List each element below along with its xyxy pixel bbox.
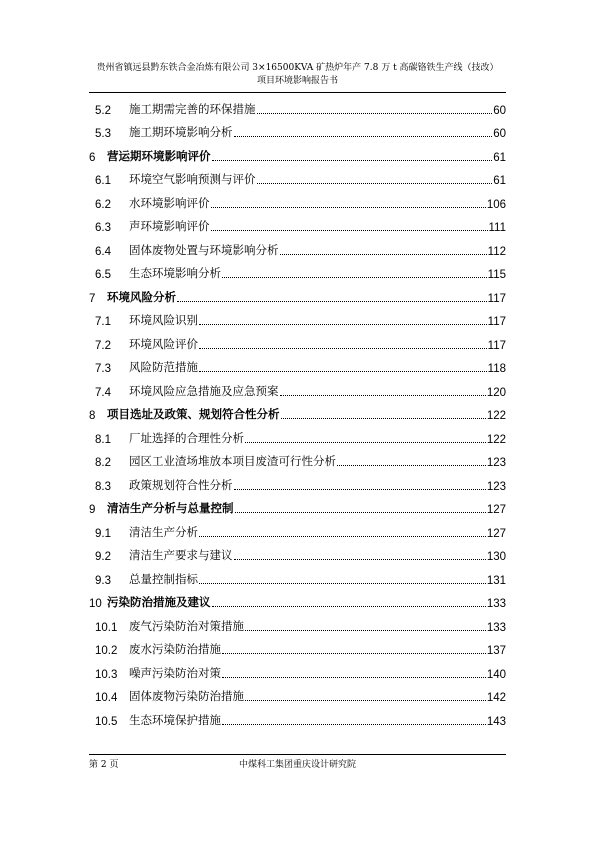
toc-entry-number: 10.5 — [95, 715, 118, 728]
toc-dot-leader — [245, 699, 486, 701]
toc-entry-title: 噪声污染防治对策 — [129, 665, 221, 680]
toc-entry-number: 5.2 — [95, 104, 111, 117]
toc-entry-title: 园区工业渣场堆放本项目废渣可行性分析 — [129, 454, 336, 468]
toc-chapter-entry[interactable] — [89, 587, 506, 611]
toc-entry-number: 8 — [89, 410, 96, 422]
toc-entry-number: 7.3 — [95, 363, 111, 375]
toc-entry-number: 7.4 — [95, 386, 111, 399]
footer-institute: 中煤科工集团重庆设计研究院 — [238, 760, 356, 770]
page-header — [0, 62, 595, 88]
toc-entry-page: 131 — [486, 574, 506, 587]
toc-section-entry[interactable] — [89, 305, 506, 329]
toc-entry-title: 营运期环境影响评价 — [107, 148, 211, 163]
toc-section-entry[interactable] — [89, 117, 506, 141]
toc-section-entry[interactable] — [89, 540, 506, 564]
toc-entry-number: 10.1 — [95, 621, 118, 634]
toc-dot-leader — [211, 206, 486, 208]
toc-dot-leader — [199, 582, 486, 584]
toc-entry-title: 环境风险应急措施及应急预案 — [129, 383, 279, 398]
toc-entry-number: 10 — [89, 598, 102, 610]
toc-entry-number: 8.1 — [95, 433, 111, 446]
toc-section-entry[interactable] — [89, 610, 506, 634]
toc-dot-leader — [337, 464, 486, 466]
toc-section-entry[interactable] — [89, 657, 506, 681]
toc-dot-leader — [177, 300, 487, 302]
toc-entry-number: 7.1 — [95, 316, 111, 328]
toc-section-entry[interactable] — [89, 258, 506, 282]
toc-dot-leader — [222, 276, 487, 278]
toc-section-entry[interactable] — [89, 375, 506, 399]
table-of-contents — [89, 93, 506, 728]
toc-entry-page: 118 — [487, 363, 506, 375]
toc-entry-number: 10.4 — [95, 692, 118, 704]
toc-dot-leader — [199, 347, 487, 349]
toc-entry-number: 6.2 — [95, 198, 111, 211]
toc-entry-title: 固体废物处置与环境影响分析 — [129, 242, 279, 257]
toc-entry-number: 9.2 — [95, 551, 111, 563]
toc-entry-title: 清洁生产分析与总量控制 — [107, 501, 234, 515]
toc-entry-page: 122 — [486, 433, 506, 446]
toc-entry-page: 120 — [486, 386, 506, 399]
footer-divider — [89, 754, 506, 755]
toc-entry-page: 117 — [487, 339, 506, 352]
toc-entry-title: 水环境影响评价 — [129, 195, 210, 210]
toc-entry-title: 总量控制指标 — [129, 571, 198, 586]
toc-dot-leader — [212, 159, 493, 161]
toc-entry-page: 130 — [486, 551, 506, 563]
toc-entry-page: 60 — [493, 128, 506, 140]
toc-dot-leader — [245, 441, 486, 443]
toc-section-entry[interactable] — [89, 469, 506, 493]
toc-dot-leader — [234, 135, 493, 137]
toc-dot-leader — [257, 112, 493, 114]
toc-entry-title: 污染防治措施及建议 — [107, 595, 211, 609]
toc-chapter-entry[interactable] — [89, 493, 506, 517]
toc-dot-leader — [235, 511, 486, 513]
toc-chapter-entry[interactable] — [89, 281, 506, 305]
toc-entry-page: 143 — [486, 715, 506, 728]
toc-entry-page: 133 — [486, 621, 506, 634]
toc-entry-page: 122 — [486, 410, 506, 422]
toc-dot-leader — [280, 394, 486, 396]
toc-dot-leader — [199, 370, 487, 372]
toc-dot-leader — [257, 182, 493, 184]
toc-dot-leader — [234, 558, 486, 560]
toc-section-entry[interactable] — [89, 187, 506, 211]
toc-entry-number: 6 — [89, 151, 96, 164]
toc-entry-title: 环境风险分析 — [107, 289, 176, 304]
toc-entry-page: 127 — [486, 527, 506, 540]
toc-section-entry[interactable] — [89, 164, 506, 188]
toc-entry-number: 7.2 — [95, 339, 111, 352]
footer-page-number: 第 2 页 — [89, 760, 119, 770]
toc-dot-leader — [281, 417, 486, 419]
toc-entry-page: 115 — [487, 269, 506, 281]
toc-entry-number: 6.4 — [95, 245, 111, 258]
toc-entry-title: 政策规划符合性分析 — [129, 477, 233, 492]
toc-entry-title: 环境风险评价 — [129, 336, 198, 351]
toc-chapter-entry[interactable] — [89, 399, 506, 423]
header-title-line2: 项目环境影响报告书 — [256, 76, 338, 86]
toc-entry-number: 9 — [89, 504, 96, 516]
toc-section-entry[interactable] — [89, 93, 506, 117]
toc-entry-title: 清洁生产要求与建议 — [129, 548, 233, 562]
toc-entry-number: 7 — [89, 292, 96, 305]
toc-entry-page: 127 — [486, 504, 506, 516]
toc-entry-page: 112 — [487, 245, 506, 258]
toc-dot-leader — [222, 676, 486, 678]
toc-section-entry[interactable] — [89, 422, 506, 446]
toc-entry-title: 环境空气影响预测与评价 — [129, 172, 256, 186]
toc-entry-title: 废水污染防治措施 — [129, 642, 221, 656]
toc-entry-title: 环境风险识别 — [129, 313, 198, 327]
toc-entry-number: 6.5 — [95, 269, 111, 281]
toc-entry-number: 5.3 — [95, 128, 111, 140]
toc-entry-title: 施工期需完善的环保措施 — [129, 101, 256, 116]
toc-entry-number: 6.3 — [95, 222, 111, 234]
toc-dot-leader — [211, 229, 488, 231]
toc-entry-number: 8.3 — [95, 480, 111, 493]
toc-section-entry[interactable] — [89, 352, 506, 376]
toc-entry-page: 137 — [486, 645, 506, 657]
toc-entry-page: 106 — [486, 198, 506, 211]
toc-entry-title: 施工期环境影响分析 — [129, 125, 233, 139]
toc-entry-page: 117 — [487, 316, 506, 328]
toc-entry-title: 风险防范措施 — [129, 360, 198, 374]
toc-entry-page: 60 — [493, 104, 506, 117]
toc-entry-title: 项目选址及政策、规划符合性分析 — [107, 407, 280, 421]
toc-entry-title: 生态环境影响分析 — [129, 266, 221, 280]
toc-dot-leader — [234, 488, 486, 490]
toc-section-entry[interactable] — [89, 634, 506, 658]
header-title-line1: 贵州省镇远县黔东铁合金冶炼有限公司 3×16500KVA 矿热炉年产 7.8 万 t 高碳铬铁生产线（技改） — [96, 63, 499, 73]
toc-entry-number: 10.2 — [95, 645, 118, 657]
toc-section-entry[interactable] — [89, 516, 506, 540]
toc-entry-title: 固体废物污染防治措施 — [129, 689, 244, 703]
toc-dot-leader — [222, 652, 486, 654]
toc-dot-leader — [199, 323, 487, 325]
toc-section-entry[interactable] — [89, 234, 506, 258]
toc-entry-title: 清洁生产分析 — [129, 524, 198, 539]
toc-section-entry[interactable] — [89, 328, 506, 352]
toc-entry-title: 声环境影响评价 — [129, 219, 210, 233]
toc-section-entry[interactable] — [89, 704, 506, 728]
toc-dot-leader — [245, 629, 486, 631]
toc-entry-number: 9.1 — [95, 527, 111, 540]
toc-entry-number: 8.2 — [95, 457, 111, 469]
toc-entry-title: 生态环境保护措施 — [129, 712, 221, 727]
toc-entry-page: 117 — [487, 292, 506, 305]
toc-entry-number: 6.1 — [95, 175, 111, 187]
toc-dot-leader — [212, 605, 486, 607]
toc-entry-page: 123 — [486, 457, 506, 469]
toc-entry-page: 133 — [486, 598, 506, 610]
toc-dot-leader — [199, 535, 486, 537]
toc-entry-page: 61 — [493, 151, 506, 164]
toc-section-entry[interactable] — [89, 446, 506, 470]
toc-dot-leader — [280, 253, 487, 255]
toc-entry-title: 厂址选择的合理性分析 — [129, 430, 244, 445]
toc-section-entry[interactable] — [89, 563, 506, 587]
toc-entry-page: 111 — [488, 222, 506, 234]
toc-chapter-entry[interactable] — [89, 140, 506, 164]
toc-dot-leader — [222, 723, 486, 725]
toc-entry-number: 9.3 — [95, 574, 111, 587]
toc-section-entry[interactable] — [89, 211, 506, 235]
toc-section-entry[interactable] — [89, 681, 506, 705]
toc-entry-page: 140 — [486, 668, 506, 681]
toc-entry-page: 142 — [486, 692, 506, 704]
toc-entry-page: 61 — [493, 175, 506, 187]
toc-entry-page: 123 — [486, 480, 506, 493]
toc-entry-title: 废气污染防治对策措施 — [129, 618, 244, 633]
toc-entry-number: 10.3 — [95, 668, 118, 681]
